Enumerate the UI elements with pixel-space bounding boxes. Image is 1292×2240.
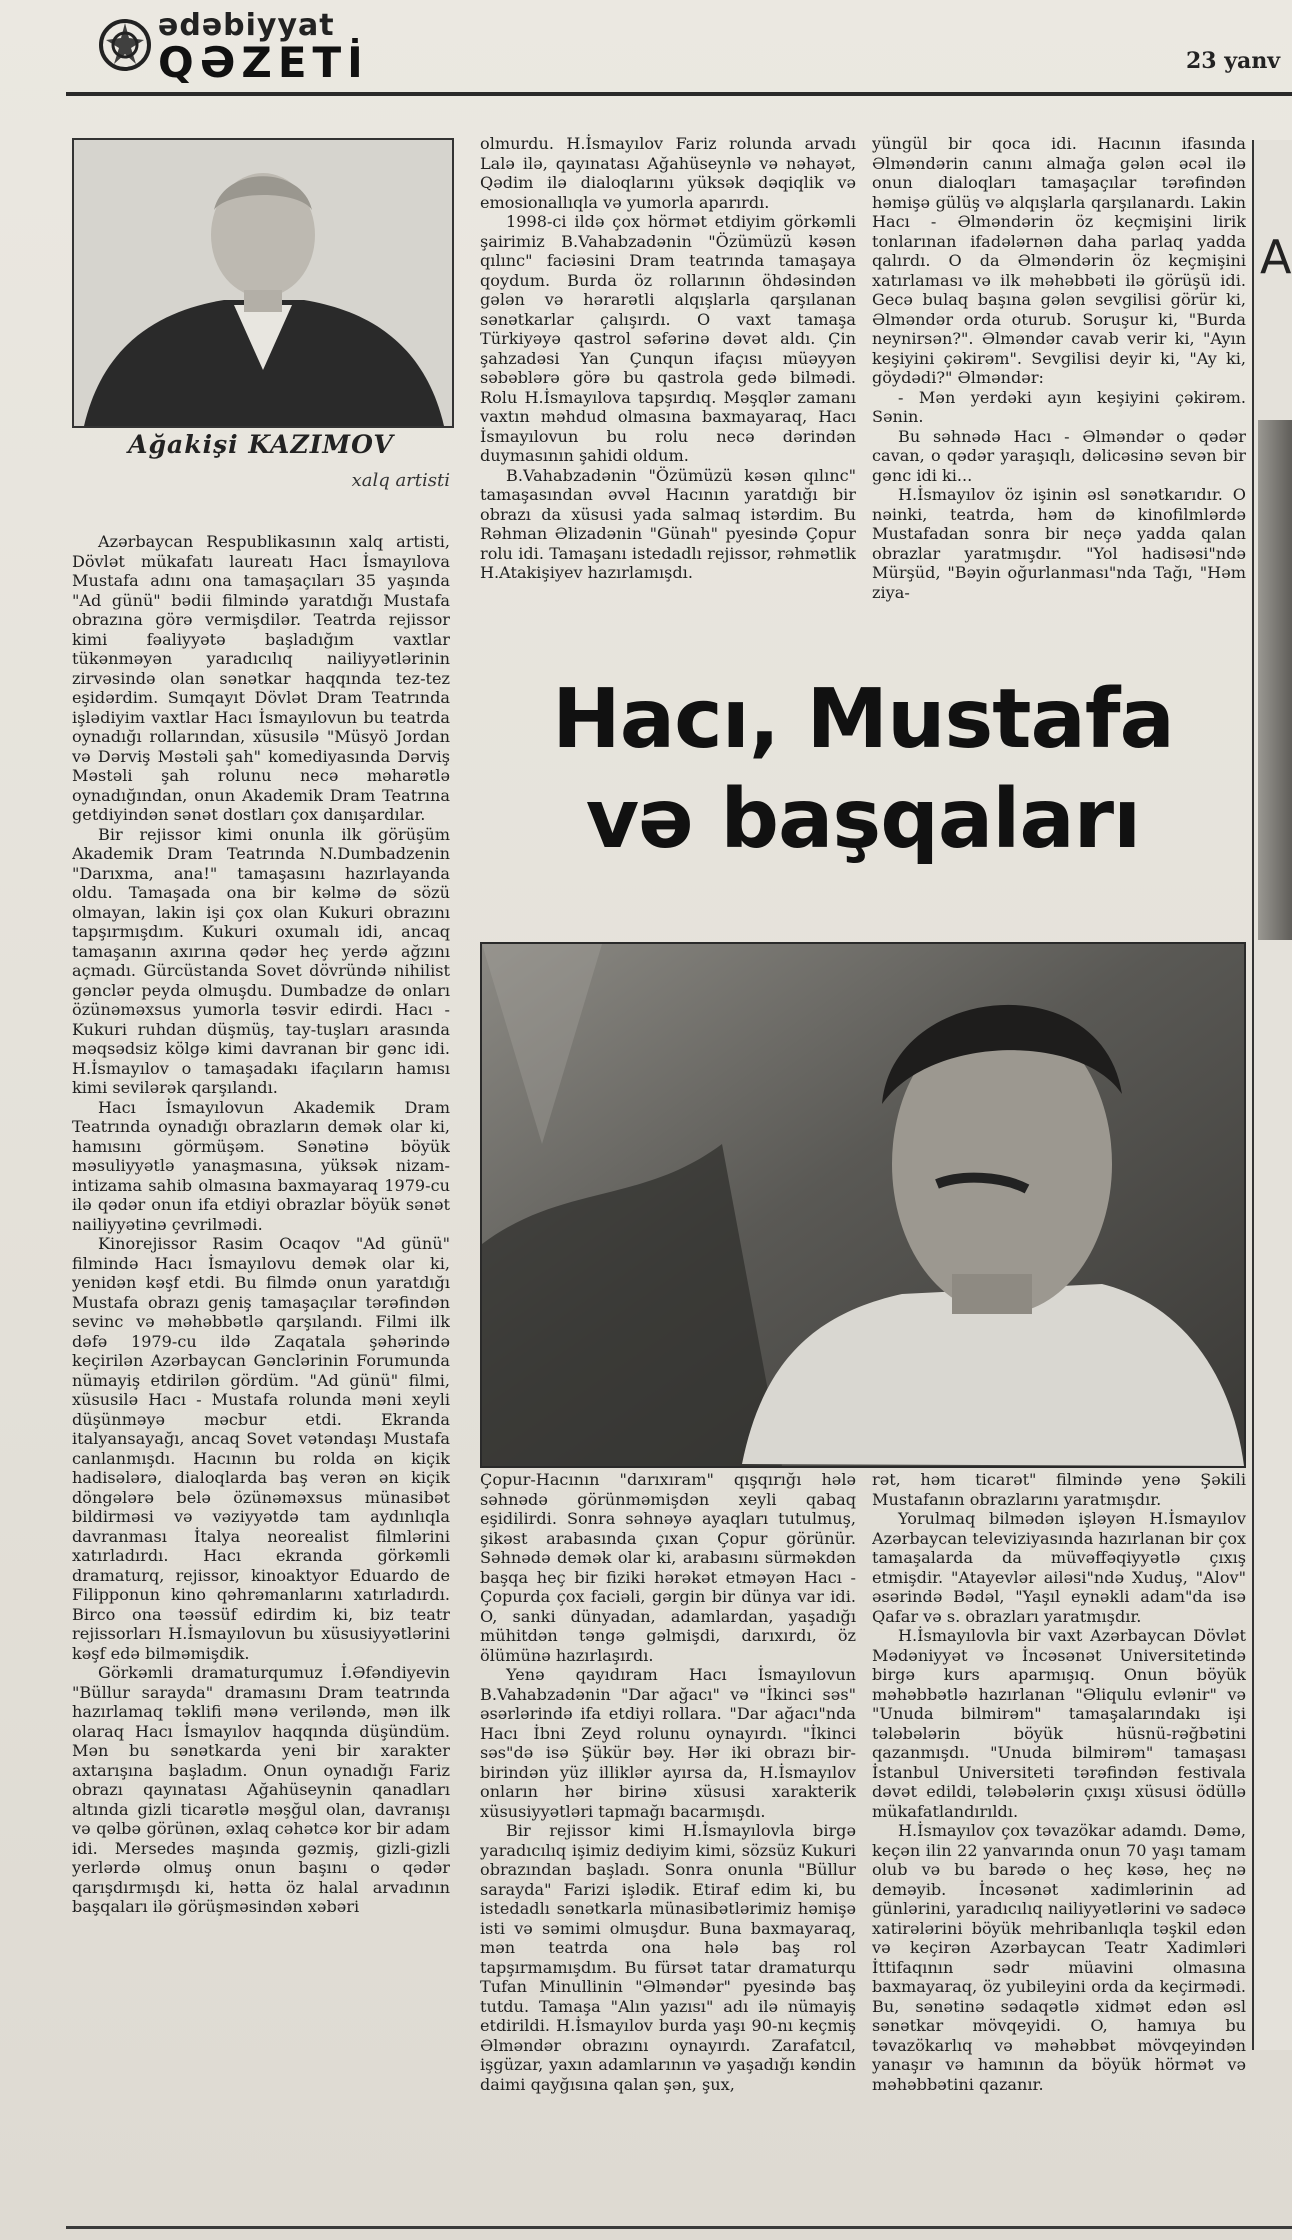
article-column-1 — [72, 532, 450, 2220]
portrait-image — [74, 140, 452, 426]
article-column-3-bottom — [872, 1470, 1246, 2220]
paragraph: olmurdu. H.İsmayılov Fariz rolunda arvadı Lalə ilə, qayınatası Ağahüseynlə və nəhayət, Qədim ilə dialoqlarını yüksək dəqiqlik və emosionallıqla və yumorla aparırdı. — [480, 134, 856, 212]
fragment-photo — [1258, 420, 1292, 940]
paragraph: yüngül bir qoca idi. Hacının ifasında Əlməndərin canını almağa gələn əcəl ilə onun dialoqları tamaşaçılar tərəfindən həmişə gülüş və alqışlarla qarşılanardı. Lakin Hacı - Əlməndərin öz keçmişini lirik tonlarınan ifadələrnən daha parlaq yadda qalırdı. O da Əlməndərin öz keçmişini xatırlaması və ilk məhəbbəti ilə görüşü idi. Gecə bulaq başına gələn sevgilisi görür ki, Əlməndər orda oturub. Soruşur ki, "Burda neynirsən?". Əlməndər cavab verir ki, "Ayın keşiyini çəkirəm". Sevgilisi deyir ki, "Ay ki, göydədi?" Əlməndər: — [872, 134, 1246, 387]
paragraph: Çopur-Hacının "darıxıram" qışqırığı hələ səhnədə görünməmişdən xeyli qabaq eşidilirdi. Sonra səhnəyə ayaqları tutulmuş, şikəst arabasında çıxan Çopur görünür. Səhnədə demək olar ki, arabasını sürməkdən başqa heç bir fiziki hərəkət etməyən Hacı - Çopurda çox faciəli, gərgin bir dünya var idi. O, sanki dünyadan, adamlardan, yaşadığı mühitdən təngə gəlmişdi, darıxırdı, öz ölümünə hazırlaşırdı. — [480, 1470, 856, 1665]
paragraph: Bir rejissor kimi H.İsmayılovla birgə yaradıcılıq işimiz dediyim kimi, sözsüz Kukuri obrazından başladı. Sonra onunla "Büllur sarayda" Farizi işlədik. Etiraf edim ki, bu istedadlı sənətkarla münasibətlərimiz həmişə isti və səmimi olmuşdur. Buna baxmayaraq, mən teatrda ona hələ baş rol tapşırmamışdım. Bu fürsət tatar dramaturqu Tufan Minullinin "Əlməndər" pyesində baş tutdu. Tamaşa "Alın yazısı" adı ilə nümayiş etdirildi. H.İsmayılov burda yaşı 90-nı keçmiş Əlməndər obrazını oynayırdı. Zarafatcıl, işgüzar, yaxın adamlarının və yaşadığı kəndin daimi qayğısına qalan şən, şux, — [480, 1821, 856, 2094]
article-column-2-top — [480, 134, 856, 664]
paragraph: - Mən yerdəki ayın keşiyini çəkirəm. Sənin. — [872, 387, 1246, 426]
masthead — [98, 6, 369, 87]
paragraph: H.İsmayılovla bir vaxt Azərbaycan Dövlət Mədəniyyət və İncəsənət Universitetində birgə kurs aparmışıq. Onun böyük məhəbbətlə hazırlanan "Əliqulu evlənir" və "Unuda bilmirəm" tamaşalarındakı işi tələbələrin böyük hüsnü-rəğbətini qazanmışdı. "Unuda bilmirəm" tamaşası İstanbul Universiteti tərəfindən festivala dəvət edildi, tələbələrin çıxışı xüsusi ödüllə mükafatlandırıldı. — [872, 1626, 1246, 1821]
headline — [480, 670, 1246, 870]
headline-line-1: Hacı, Mustafa — [552, 672, 1174, 767]
paragraph: Hacı İsmayılovun Akademik Dram Teatrında oynadığı obrazların demək olar ki, hamısını görmüşəm. Sənətinə böyük məsuliyyətlə yanaşmasına, yüksək nizam-intizama sahib olmasına baxmayaraq 1979-cu ilə qədər onun ifa etdiyi obrazlar böyük sənət nailiyyətinə çevrilmədi. — [72, 1097, 450, 1234]
author-role: xalq artisti — [351, 470, 450, 491]
author-portrait — [72, 138, 454, 428]
article-column-3-top — [872, 134, 1246, 664]
paragraph: Bu səhnədə Hacı - Əlməndər o qədər cavan, o qədər yaraşıqlı, dəlicəsinə sevən bir gənc idi ki... — [872, 426, 1246, 485]
headline-line-2: və başqaları — [585, 772, 1141, 867]
footer-rule — [66, 2226, 1292, 2229]
paragraph: H.İsmayılov çox təvazökar adamdı. Dəmə, keçən ilin 22 yanvarında onun 70 yaşı tamam olub və bu barədə o heç kəsə, heç nə deməyib. İncəsənət xadimlərinin ad günlərini, yaradıcılıq nailiyyətlərini və sadəcə xatirələrini böyük mehribanlıqla təşkil edən və keçirən Azərbaycan Teatr Xadimləri İttifaqının sədr müavini olmasına baxmayaraq, öz yubileyini orda da keçirmədi. Bu, sənətinə sədaqətlə xidmət edən əsl sənətkar mövqeyidi. O, hamıya bu təvazökarlıq və məhəbbət mövqeyindən yanaşır və hamının da böyük hörmət və məhəbbətini qazanır. — [872, 1821, 1246, 2094]
masthead-line1: ədəbiyyat — [158, 8, 335, 43]
paragraph: Yorulmaq bilmədən işləyən H.İsmayılov Azərbaycan televiziyasında hazırlanan bir çox tamaşalarda da müvəffəqiyyətlə çıxış etmişdir. "Atayevlər ailəsi"ndə Xuduş, "Alov" əsərində Bədəl, "Yaşıl eynəkli adam"da isə Qafar və s. obrazları yaratmışdır. — [872, 1509, 1246, 1626]
paragraph: H.İsmayılov öz işinin əsl sənətkarıdır. O nəinki, teatrda, həm də kinofilmlərdə Mustafadan sonra bir neçə yadda qalan obrazlar yaratmışdır. "Yol hadisəsi"ndə Mürşüd, "Bəyin oğurlanması"nda Tağı, "Həm ziya- — [872, 485, 1246, 602]
adjacent-article-fragment — [1252, 140, 1292, 2050]
paragraph: B.Vahabzadənin "Özümüzü kəsən qılınc" tamaşasından əvvəl Hacının yaratdığı bir obrazı da xüsusi yada salmaq istərdim. Bu Rəhman Əlizadənin "Günah" pyesində Çopur rolu idi. Tamaşanı istedadlı rejissor, rəhmətlik H.Atakişiyev hazırlamışdı. — [480, 465, 856, 582]
paragraph: Bir rejissor kimi onunla ilk görüşüm Akademik Dram Teatrında N.Dumbadzenin "Darıxma, ana!" tamaşasını hazırlayanda oldu. Tamaşada ona bir kəlmə də sözü olmayan, lakin işi çox olan Kukuri obrazını tapşırmışdım. Kukuri oxumalı idi, ancaq tamaşanın axırına qədər heç yerdə ağzını açmadı. Gürcüstanda Sovet dövründə nihilist gənclər peyda olmuşdu. Dumbadze də onları özünəməxsus yumorla təsvir edirdi. Hacı - Kukuri ruhdan düşmüş, tay-tuşları arasında məqsədsiz kölgə kimi davranan bir gənc idi. H.İsmayılov o tamaşadakı ifaçıların hamısı kimi sevilərək qarşılandı. — [72, 824, 450, 1097]
article-column-2-bottom — [480, 1470, 856, 2220]
paragraph: Yenə qayıdıram Hacı İsmayılovun B.Vahabzadənin "Dar ağacı" və "İkinci səs" əsərlərində ifa etdiyi rollara. "Dar ağacı"nda Hacı İbni Zeyd rolunu oynayırdı. "İkinci səs"də isə Şükür bəy. Hər iki obrazı bir-birindən yüz illiklər ayırsa da, H.İsmayılov onların hər birinə xüsusi xarakterik xüsusiyyətləri tapmağı bacarmışdı. — [480, 1665, 856, 1821]
paragraph: Görkəmli dramaturqumuz İ.Əfəndiyevin "Büllur sarayda" dramasını Dram teatrında hazırlamaq təklifi mənə veriləndə, mən ilk olaraq Hacı İsmayılov haqqında düşündüm. Mən bu sənətkarda yeni bir xarakter axtarışına başladım. Onun oynadığı Fariz obrazı qayınatası Ağahüseynin qanadları altında gizli ticarətlə məşğul olan, davranışı və qəlbə görünən, əxlaq cəhətcə kor bir adam idi. Mersedes maşında gəzmiş, gizli-gizli yerlərdə olmuş onun başını o qədər qarışdırmışdı ki, hətta öz halal arvadının başqaları ilə görüşməsindən xəbəri — [72, 1663, 450, 1916]
header-rule — [66, 92, 1292, 96]
paragraph: rət, həm ticarət" filmində yenə Şəkili Mustafanın obrazlarını yaratmışdır. — [872, 1470, 1246, 1509]
actor-photo-image — [482, 944, 1244, 1466]
fragment-glyph: A — [1260, 230, 1292, 284]
main-photo — [480, 942, 1246, 1468]
author-name: Ağakişi KAZIMOV — [128, 430, 394, 459]
paragraph: 1998-ci ildə çox hörmət etdiyim görkəmli şairimiz B.Vahabzadənin "Özümüzü kəsən qılınc" faciəsini Dram teatrında tamaşaya qoydum. Burda öz rollarının öhdəsindən gələn və hərarətli alqışlarla qarşılanan sənətkarlar çalışırdı. O vaxt tamaşa Türkiyəyə qastrol səfərinə dəvət aldı. Çin şahzadəsi Yan Çunqun ifaçısı müəyyən səbəblərə görə bu qastrola gedə bilmədi. Rolu H.İsmayılova tapşırdıq. Məşqlər zamanı vaxtın məhdud olmasına baxmayaraq, Hacı İsmayılovun bu rolu necə dərindən duymasının şahidi oldum. — [480, 212, 856, 465]
masthead-line2: QƏZETİ — [158, 38, 369, 87]
paragraph: Kinorejissor Rasim Ocaqov "Ad günü" filmində Hacı İsmayılovu demək olar ki, yenidən kəşf etdi. Bu filmdə onun yaratdığı Mustafa obrazı geniş tamaşaçılar tərəfindən sevinc və məhəbbətlə qarşılandı. Filmi ilk dəfə 1979-cu ildə Zaqatala şəhərində keçirilən Azərbaycan Gənclərinin Forumunda nümayiş etdirilən gördüm. "Ad günü" filmi, xüsusilə Hacı - Mustafa rolunda məni xeyli düşünməyə məcbur etdi. Ekranda italyansayağı, ancaq Sovet vətəndaşı Mustafa canlanmışdı. Hacının bu rolda ən kiçik hadisələrə, dialoqlarda baş verən ən kiçik döngələrə belə özünəməxsus münasibət bildirməsi və vəziyyətdə tam aydınlıqla davranması İtalya neorealist filmlərini xatırladırdı. Hacı ekranda görkəmli dramaturq, rejissor, kinoaktyor Eduardo de Filipponun kino qəhrəmanlarını xatırladırdı. Birco ona təəssüf edirdim ki, biz teatr rejissorları H.İsmayılovun bu xüsusiyyətlərini kəşf edə bilməmişdik. — [72, 1234, 450, 1663]
dateline: 23 yanv — [1186, 48, 1281, 74]
paragraph: Azərbaycan Respublikasının xalq artisti, Dövlət mükafatı laureatı Hacı İsmayılova Mustafa adını ona tamaşaçıları 35 yaşında "Ad günü" bədii filmində yaratdığı Mustafa obrazına görə vermişdilər. Teatrda rejissor kimi fəaliyyətə başladığım vaxtlar tükənməyən yaradıcılıq nailiyyətlərinin zirvəsində olan sənətkar haqqında tez-tez eşidərdim. Sumqayıt Dövlət Dram Teatrında işlədiyim vaxtlar Hacı İsmayılovun bu teatrda oynadığı rollarından, xüsusilə "Müsyö Jordan və Dərviş Məstəli şah" komediyasında Dərviş Məstəli şah rolunu necə məharətlə oynadığından, onun Akademik Dram Teatrına getdiyindən sənət dostları çox danışardılar. — [72, 532, 450, 824]
emblem-icon — [98, 18, 152, 72]
